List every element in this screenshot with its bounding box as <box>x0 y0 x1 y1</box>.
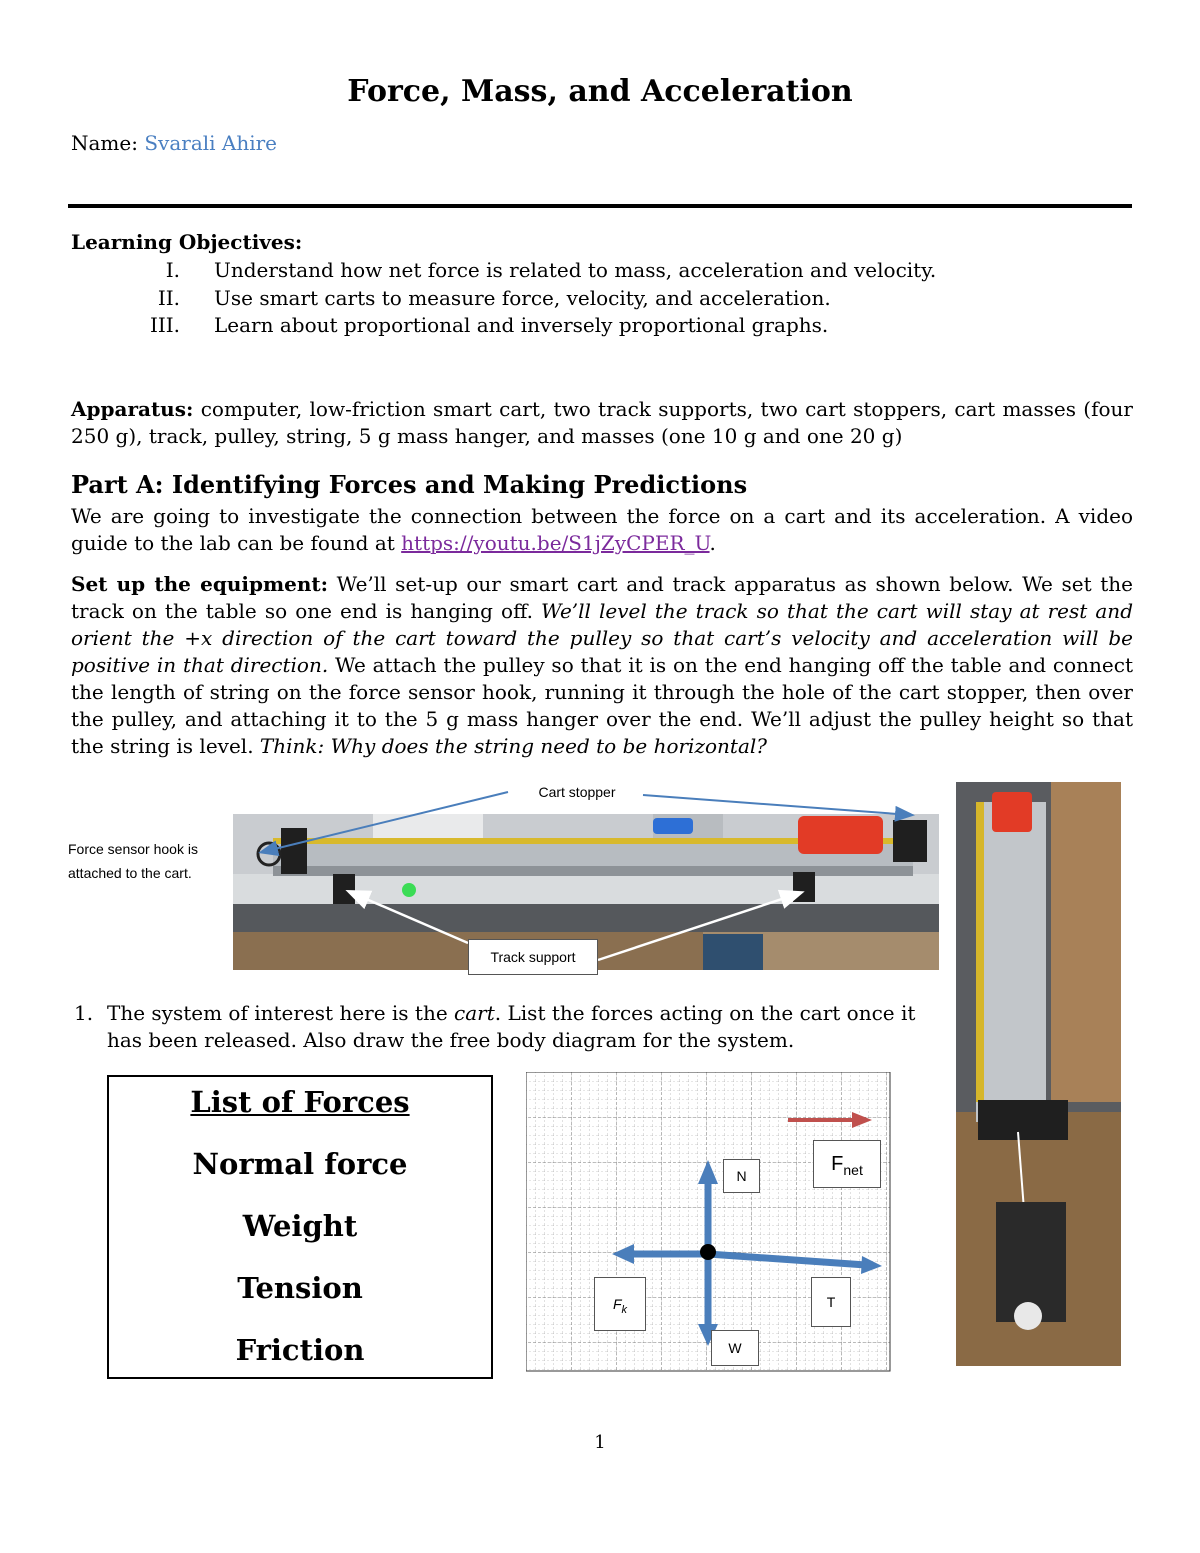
part-a-heading: Part A: Identifying Forces and Making Predictions <box>71 470 748 499</box>
objective-text: Understand how net force is related to mass, acceleration and velocity. <box>214 258 937 282</box>
tension-label: T <box>811 1277 851 1327</box>
net-symbol: F <box>831 1153 844 1175</box>
question-text <box>107 1000 947 1054</box>
friction-symbol: F <box>612 1296 622 1312</box>
track-support-label: Track support <box>468 939 598 975</box>
cart-stopper-label: Cart stopper <box>512 780 642 804</box>
part-a-end: . <box>709 531 716 555</box>
net-force-arrowhead <box>852 1112 872 1128</box>
apparatus-label: Apparatus: <box>71 397 194 421</box>
question-italic: cart <box>454 1001 495 1025</box>
setup-italic: We’ll level the track so that the cart will stay at rest and orient the +x direction of the cart toward the pulley so that cart’s velocity and acceleration will be positive in that direction. <box>71 599 1133 677</box>
tension-arrow <box>708 1254 866 1265</box>
friction-label <box>594 1277 646 1331</box>
forces-heading: List of Forces <box>190 1085 410 1119</box>
apparatus-text: computer, low-friction smart cart, two track supports, two cart stoppers, cart masses (four 250 g), track, pulley, string, 5 g mass hanger, and masses (one 10 g and one 20 g) <box>71 397 1133 448</box>
friction-arrowhead <box>612 1244 634 1264</box>
objective-text: Use smart carts to measure force, velocity, and acceleration. <box>214 286 831 310</box>
page-title: Force, Mass, and Acceleration <box>347 74 853 109</box>
normal-arrowhead <box>698 1160 718 1184</box>
force-item: Friction <box>235 1333 365 1367</box>
force-item: Normal force <box>192 1147 408 1181</box>
fbd-arrows <box>526 1072 891 1372</box>
weight-label: W <box>711 1330 759 1366</box>
name-value[interactable]: Svarali Ahire <box>144 131 278 155</box>
objective-num: II. <box>157 286 180 310</box>
question-text-b: . List the forces acting on the cart once it has been released. Also draw the free body diagram for the system. <box>107 1001 916 1052</box>
setup-text-1: We’ll set-up our smart cart and track apparatus as shown below. We set the track on the table so one end is hanging off. <box>71 572 1133 623</box>
friction-subscript: k <box>621 1303 628 1316</box>
part-a-text: We are going to investigate the connection between the force on a cart and its acceleration. A video guide to the lab can be found at <box>71 504 1133 555</box>
objective-num: I. <box>165 258 180 282</box>
name-label: Name: <box>71 131 138 155</box>
page-number: 1 <box>594 1432 606 1453</box>
forces-list-box <box>107 1075 493 1379</box>
force-sensor-label: Force sensor hook is attached to the cart. <box>68 841 198 881</box>
video-link[interactable]: https://youtu.be/S1jZyCPER_U <box>401 531 710 555</box>
setup-label: Set up the equipment: <box>71 572 329 596</box>
setup-think: Think: Why does the string need to be horizontal? <box>259 734 767 758</box>
normal-label: N <box>723 1159 760 1193</box>
net-force-label <box>813 1140 881 1188</box>
objective-num: III. <box>149 313 180 337</box>
force-item: Tension <box>237 1271 363 1305</box>
tension-arrowhead <box>861 1256 882 1274</box>
net-subscript: net <box>843 1162 863 1178</box>
force-item: Weight <box>242 1209 358 1243</box>
setup-text-2: We attach the pulley so that it is on the end hanging off the table and connect the length of string on the force sensor hook, running it through the hole of the cart stopper, then over the pulley, and attaching it to the 5 g mass hanger over the end. We’ll adjust the pulley height so that the string is level. <box>71 653 1133 758</box>
fbd-point <box>700 1244 716 1260</box>
objectives-heading: Learning Objectives: <box>71 230 303 254</box>
question-text-a: The system of interest here is the <box>107 1001 455 1025</box>
objective-text: Learn about proportional and inversely proportional graphs. <box>214 313 829 337</box>
question-number: 1. <box>74 1001 94 1025</box>
